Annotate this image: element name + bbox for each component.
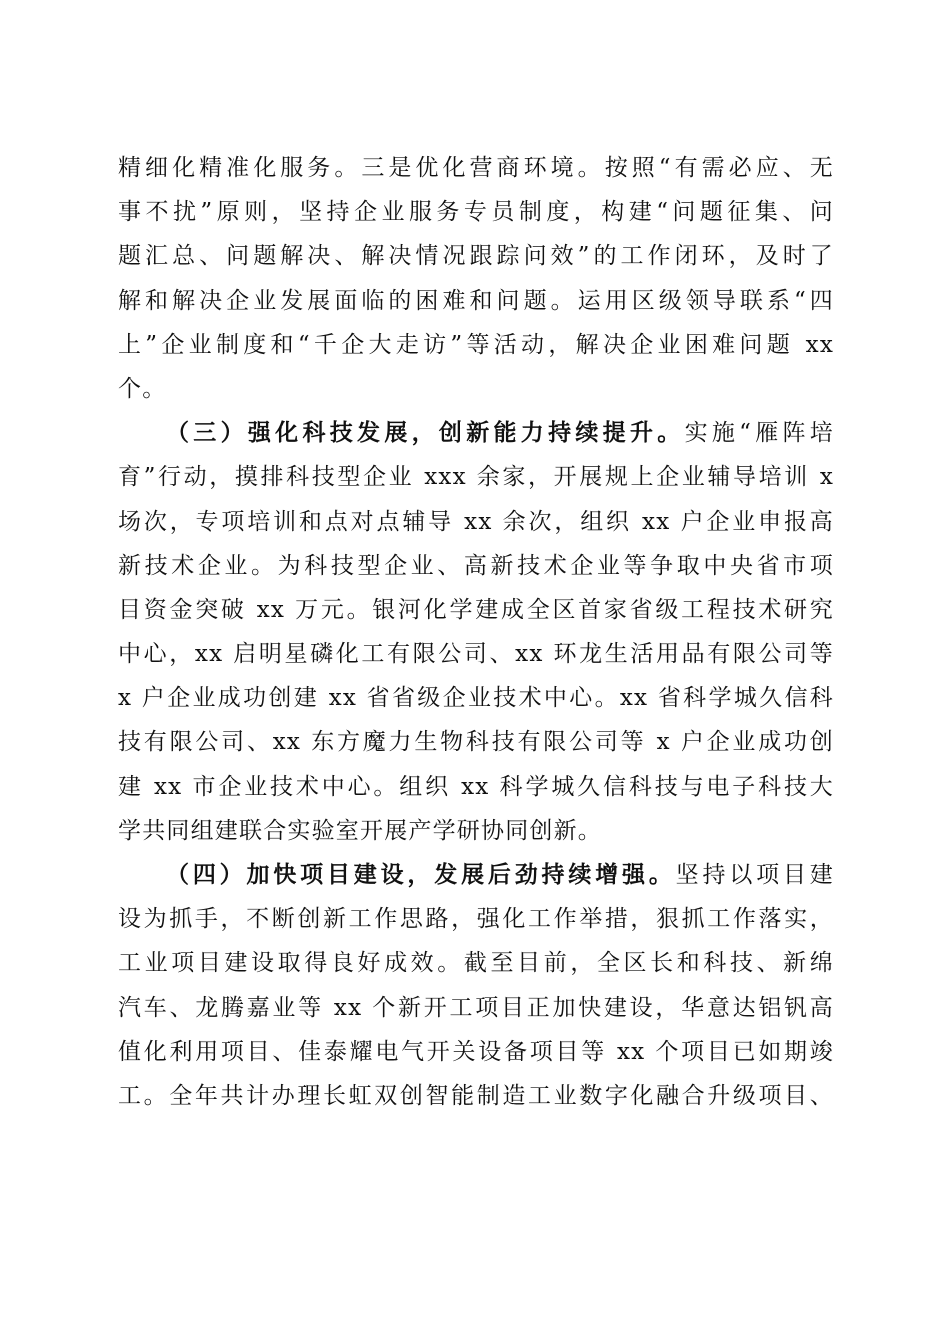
document-body xyxy=(118,146,834,1118)
paragraph-first-line xyxy=(118,411,834,455)
text-line: 上”企业制度和“千企大走访”等活动，解决企业困难问题 xx xyxy=(118,331,834,358)
section-heading: （四）加快项目建设，发展后劲持续增强。 xyxy=(166,861,676,888)
text-line: 精细化精准化服务。三是优化营商环境。按照“有需必应、无 xyxy=(118,155,834,181)
text-span: 坚持以项目建 xyxy=(675,862,834,888)
text-line: 场次，专项培训和点对点辅导 xx 余次，组织 xx 户企业申报高 xyxy=(118,508,834,535)
paragraph-projects xyxy=(118,853,834,1118)
text-line: 中心，xx 启明星磷化工有限公司、xx 环龙生活用品有限公司等 xyxy=(118,641,834,668)
text-line: 工业项目建设取得良好成效。截至目前，全区长和科技、新绵 xyxy=(118,950,834,977)
paragraph-first-line xyxy=(118,853,834,897)
section-heading: （三）强化科技发展，创新能力持续提升。 xyxy=(166,419,685,447)
text-line: 解和解决企业发展面临的困难和问题。运用区级领导联系“四 xyxy=(118,287,834,314)
text-line: 设为抓手，不断创新工作思路，强化工作举措，狠抓工作落实， xyxy=(118,906,834,933)
text-line: 目资金突破 xx 万元。银河化学建成全区首家省级工程技术研究 xyxy=(118,596,834,623)
text-line: 事不扰”原则，坚持企业服务专员制度，构建“问题征集、问 xyxy=(118,199,834,226)
paragraph-service xyxy=(118,146,834,411)
text-line: 技有限公司、xx 东方魔力生物科技有限公司等 x 户企业成功创 xyxy=(118,729,834,756)
text-line: 育”行动，摸排科技型企业 xxx 余家，开展规上企业辅导培训 x xyxy=(118,464,834,491)
text-line: 工。全年共计办理长虹双创智能制造工业数字化融合升级项目、 xyxy=(118,1082,834,1109)
text-line: 新技术企业。为科技型企业、高新技术企业等争取中央省市项 xyxy=(118,552,834,579)
text-line: 建 xx 市企业技术中心。组织 xx 科学城久信科技与电子科技大 xyxy=(118,773,834,800)
text-line: 学共同组建联合实验室开展产学研协同创新。 xyxy=(118,817,602,844)
text-line: 题汇总、问题解决、解决情况跟踪问效”的工作闭环，及时了 xyxy=(118,243,834,270)
paragraph-technology xyxy=(118,411,834,853)
text-line: 个。 xyxy=(118,375,167,402)
text-line: 汽车、龙腾嘉业等 xx 个新开工项目正加快建设，华意达铝钒高 xyxy=(118,994,834,1021)
text-line: x 户企业成功创建 xx 省省级企业技术中心。xx 省科学城久信科 xyxy=(118,685,834,712)
text-span: 实施“雁阵培 xyxy=(684,420,834,447)
text-line: 值化利用项目、佳泰耀电气开关设备项目等 xx 个项目已如期竣 xyxy=(118,1038,834,1065)
